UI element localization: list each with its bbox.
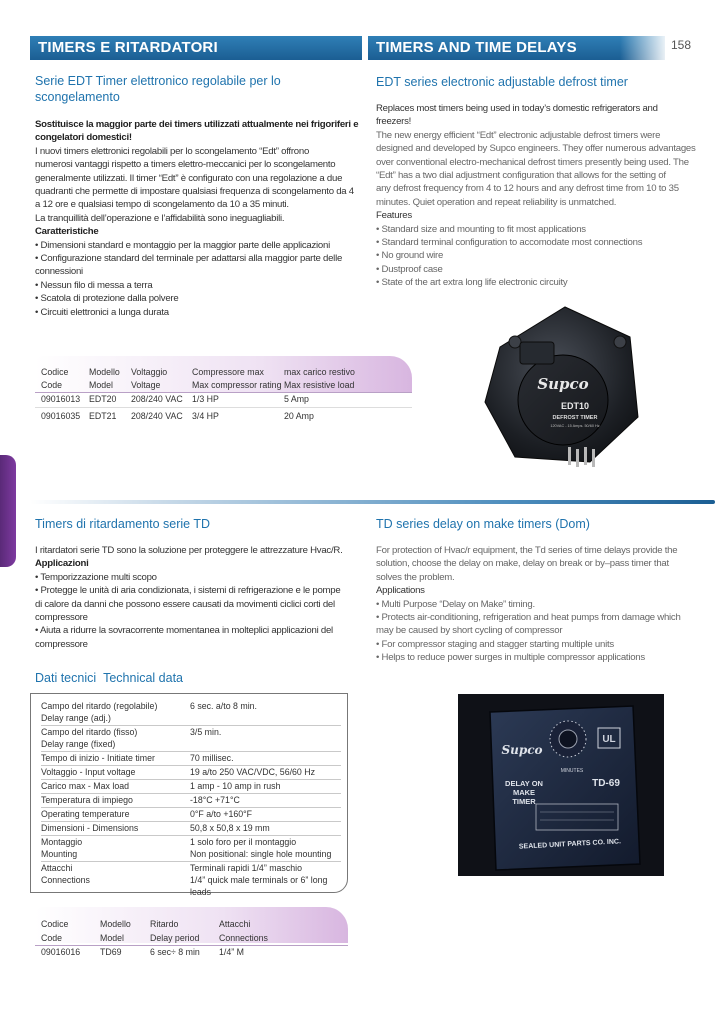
td-photo-text2: MAKE (512, 788, 536, 797)
td-photo-model: TD-69 (592, 778, 620, 789)
td-en-text (376, 544, 696, 665)
td-it-title: Timers di ritardamento serie TD (35, 517, 211, 531)
td-th-en-2: Delay period (150, 933, 200, 943)
td-it-app-5: compressore (35, 638, 88, 650)
tech-data-table (30, 693, 348, 897)
tech-k2-8: Mounting (41, 849, 78, 859)
tech-v-3: 19 a/to 250 VAC/VDC, 56/60 Hz (190, 767, 316, 777)
edt-it-body-1: numerosi vantaggi rispetto a timers elettro-meccanici per lo scongelamento (35, 159, 336, 171)
tech-v-2: 70 millisec. (190, 753, 234, 763)
tech-k-3: Voltaggio - Input voltage (41, 767, 136, 777)
edt-td-0-0: 09016013 (41, 394, 81, 404)
edt-it-features-title: Caratteristiche (35, 226, 99, 238)
td-en-title: TD series delay on make timers (Dom) (376, 517, 590, 531)
td-table-header-en (35, 932, 348, 945)
td-th-en-1: Model (100, 933, 124, 943)
edt-it-feature-3: • Nessun filo di messa a terra (35, 279, 153, 291)
section-divider (30, 500, 715, 504)
edt-td-1-1: EDT21 (89, 411, 117, 421)
edt-it-feature-5: • Circuiti elettronici a lunga durata (35, 306, 169, 318)
header-right-title: TIMERS AND TIME DELAYS (368, 36, 665, 60)
td-en-app-1: • Protects air-conditioning, refrigeration and heat pumps from damage which (376, 612, 681, 624)
tech-v-0: 6 sec. a/to 8 min. (190, 701, 257, 711)
td-en-intro-0: For protection of Hvac/r equipment, the Td series of time delays provide the (376, 545, 678, 556)
edt-en-feature-2: • No ground wire (376, 250, 444, 262)
td-it-app-2: di calore da danni che possono essere causati da movimenti ciclici corti del (35, 598, 335, 610)
edt-it-bold-line1: Sostituisce la maggior parte dei timers utilizzati attualmente nei frigoriferi e (35, 119, 359, 130)
edt-en-body-1: designed and developed by Supco engineers. They offer numerous advantages (376, 143, 696, 155)
td-en-app-2: may be caused by short cycling of compressor (376, 625, 563, 637)
edt-th-en-2: Voltage (131, 380, 161, 390)
tech-v-1: 3/5 min. (190, 727, 222, 737)
edt-it-feature-1: • Configurazione standard del terminale per adattarsi alla maggior parte delle (35, 253, 343, 265)
td-it-app-1: • Protegge le unità di aria condizionata, i sistemi di refrigerazione e le pompe (35, 585, 341, 597)
edt-it-title (35, 73, 355, 105)
tech-k-7: Dimensioni - Dimensions (41, 823, 139, 833)
edt-it-body-0: I nuovi timers elettronici regolabili per lo scongelamento “Edt” offrono (35, 145, 310, 157)
td-td-0-2: 6 sec÷ 8 min (150, 947, 200, 957)
td-en-app-0: • Multi Purpose “Delay on Make” timing. (376, 598, 535, 610)
edt-td-1-2: 208/240 VAC (131, 411, 183, 421)
edt-it-body-4: a 12 ore e qualsiasi tempo di scongelamento da 10 a 35 minuti. (35, 199, 289, 211)
td-en-app-4: • Helps to reduce power surges in multiple compressor applications (376, 652, 645, 664)
edt-it-title-line2: scongelamento (35, 90, 120, 104)
tech-k-4: Carico max - Max load (41, 781, 129, 791)
td-th-it-0: Codice (41, 919, 69, 929)
edt-en-feature-0: • Standard size and mounting to fit most applications (376, 223, 586, 235)
edt-en-body-0: The new energy efficient “Edt” electronic adjustable defrost timers were (376, 129, 661, 141)
tech-k-1: Campo del ritardo (fisso) (41, 727, 138, 737)
td-timer-photo (458, 694, 664, 876)
edt-en-intro-line1: Replaces most timers being used in today’s domestic refrigerators and (376, 103, 658, 114)
td-photo-bottom: SEALED UNIT PARTS CO. INC. (518, 838, 622, 851)
edt-it-feature-4: • Scatola di protezione dalla polvere (35, 293, 179, 305)
tech-k-5: Temperatura di impiego (41, 795, 133, 805)
tech-k-0: Campo del ritardo (regolabile) (41, 701, 158, 711)
td-it-app-4: • Aiuta a ridurre la sovracorrente momentanea in molteplici applicazioni del (35, 625, 333, 637)
edt-it-text (35, 118, 360, 319)
edt-table-header-it (35, 366, 412, 379)
td-th-en-0: Code (41, 933, 63, 943)
edt-it-body-2: generalmente utilizzati. Il timer “Edt” è configurato con una regolazione a due (35, 172, 343, 184)
tech-v2-8: Non positional: single hole mounting (190, 849, 332, 859)
tech-k2-9: Connections (41, 875, 90, 885)
edt-en-title: EDT series electronic adjustable defrost timer (376, 75, 628, 89)
td-th-it-1: Modello (100, 919, 131, 929)
td-td-0-1: TD69 (100, 947, 122, 957)
td-table-header-it (35, 918, 348, 931)
edt-td-0-3: 1/3 HP (192, 394, 219, 404)
header-left-title: TIMERS E RITARDATORI (30, 36, 362, 60)
tech-v-4: 1 amp - 10 amp in rush (190, 781, 281, 791)
tech-title-it: Dati tecnici (35, 671, 97, 685)
td-timer-illustration (458, 694, 664, 876)
td-td-0-3: 1/4” M (219, 947, 244, 957)
table-row (35, 410, 412, 423)
tech-v-6: 0°F a/to +160°F (190, 809, 253, 819)
td-en-intro-2: solves the problem. (376, 571, 455, 583)
td-table (35, 907, 348, 965)
edt-td-1-3: 3/4 HP (192, 411, 219, 421)
edt-td-0-4: 5 Amp (284, 394, 309, 404)
edt-td-0-1: EDT20 (89, 394, 117, 404)
table-row (35, 393, 412, 406)
edt-td-1-4: 20 Amp (284, 411, 314, 421)
edt-it-feature-0: • Dimensioni standard e montaggio per la maggior parte delle applicazioni (35, 239, 330, 251)
td-it-app-0: • Temporizzazione multi scopo (35, 571, 157, 583)
edt-en-feature-3: • Dustproof case (376, 263, 443, 275)
edt-th-it-4: max carico restivo (284, 367, 355, 377)
header-fade (620, 36, 665, 60)
edt-th-en-4: Max resistive load (284, 380, 355, 390)
td-it-intro: I ritardatori serie TD sono la soluzione per proteggere le attrezzature Hvac/R. (35, 545, 343, 556)
tech-v-5: -18°C +71°C (190, 795, 240, 805)
edt-photo-model: EDT10 (560, 401, 590, 411)
page-number: 158 (671, 38, 692, 52)
edt-th-it-1: Modello (89, 367, 120, 377)
td-photo-text1: DELAY ON (505, 779, 543, 788)
edt-th-it-3: Compressore max (192, 367, 264, 377)
td-th-it-2: Ritardo (150, 919, 179, 929)
edt-it-body-5: La tranquillità dell’operazione e l’affidabilità sono ineguagliabili. (35, 212, 285, 224)
td-th-it-3: Attacchi (219, 919, 251, 929)
edt-it-bold-line2: congelatori domestici! (35, 132, 132, 144)
edt-photo-label: DEFROST TIMER (552, 415, 598, 421)
edt-table (35, 356, 412, 426)
edt-timer-illustration (460, 297, 650, 482)
edt-th-en-1: Model (89, 380, 113, 390)
edt-en-feature-4: • State of the art extra long life electronic circuity (376, 277, 568, 289)
tech-v-8: 1 solo foro per il montaggio (190, 837, 297, 847)
edt-th-en-0: Code (41, 380, 63, 390)
edt-en-body-3: “Edt” has a two dial adjustment configuration that allows for the setting of (376, 170, 666, 182)
tech-v-7: 50,8 x 50,8 x 19 mm (190, 823, 270, 833)
tech-k-2: Tempo di inizio - Initiate timer (41, 753, 155, 763)
edt-en-feature-1: • Standard terminal configuration to accomodate most connections (376, 237, 643, 249)
td-en-apps-title: Applications (376, 585, 425, 597)
edt-td-0-2: 208/240 VAC (131, 394, 183, 404)
edt-en-text (376, 102, 696, 290)
tech-title (35, 670, 355, 686)
tech-k-8: Montaggio (41, 837, 83, 847)
td-photo-text3: TIMER (512, 797, 536, 806)
tech-k-6: Operating temperature (41, 809, 130, 819)
td-photo-minutes: MINUTES (560, 768, 584, 774)
edt-it-feature-2: connessioni (35, 266, 83, 278)
td-td-0-0: 09016016 (41, 947, 81, 957)
td-en-intro-1: solution, choose the delay on make, delay on break or by–pass timer that (376, 558, 669, 570)
edt-timer-photo (460, 297, 650, 482)
tech-title-en: Technical data (103, 671, 184, 685)
edt-en-body-4: any defrost frequency from 4 to 12 hours and any defrost time from 10 to 35 (376, 183, 679, 195)
side-tab (0, 455, 16, 567)
tech-k2-0: Delay range (adj.) (41, 713, 111, 723)
table-row (35, 946, 348, 959)
edt-photo-brand: Supco (537, 375, 589, 393)
edt-photo-spec: 120VAC - 15 Amps. 50/60 Hz (550, 424, 600, 428)
edt-it-body-3: quadranti che permette di impostare qualsiasi frequenza di scongelamento da 4 (35, 186, 354, 198)
td-photo-brand: Supco (501, 743, 543, 757)
tech-v2-9: 1/4” quick male terminals or 6” long leads (190, 875, 328, 897)
td-th-en-3: Connections (219, 933, 268, 943)
td-it-text (35, 544, 355, 651)
tech-v-9: Terminali rapidi 1/4” maschio (190, 863, 302, 873)
td-en-app-3: • For compressor staging and stagger starting multiple units (376, 638, 614, 650)
tech-k2-1: Delay range (fixed) (41, 739, 116, 749)
edt-table-line-2 (35, 407, 412, 408)
tech-k-9: Attacchi (41, 863, 73, 873)
td-it-apps-title: Applicazioni (35, 558, 89, 570)
svg-text:UL: UL (602, 734, 616, 745)
edt-en-features-title: Features (376, 210, 412, 222)
edt-it-title-line1: Serie EDT Timer elettronico regolabile per lo (35, 74, 281, 88)
edt-td-1-0: 09016035 (41, 411, 81, 421)
edt-th-it-0: Codice (41, 367, 69, 377)
edt-en-body-5: minutes. Quiet operation and repeat reliability is unmatched. (376, 196, 617, 208)
td-it-app-3: compressore (35, 612, 88, 624)
edt-en-body-2: over conventional electro-mechanical defrost timers presently being used. The (376, 156, 689, 168)
edt-en-intro-line2: freezers! (376, 116, 412, 128)
edt-table-header-en (35, 379, 412, 392)
edt-th-en-3: Max compressor rating (192, 380, 282, 390)
edt-th-it-2: Voltaggio (131, 367, 168, 377)
